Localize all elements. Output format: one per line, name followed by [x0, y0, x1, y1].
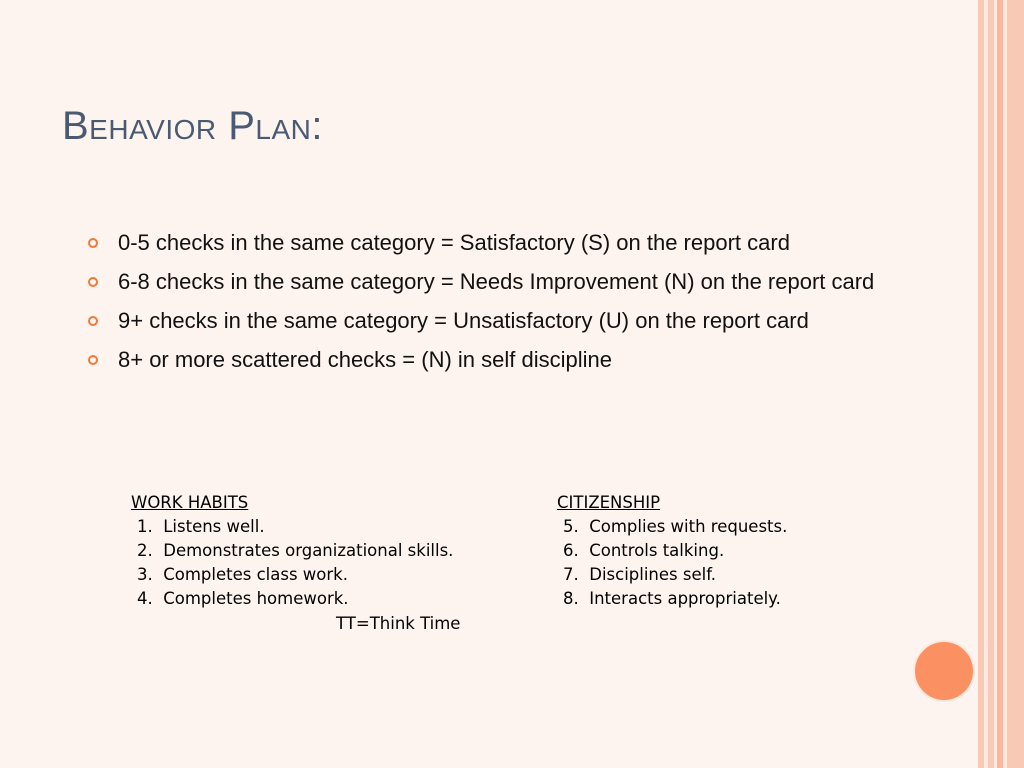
edge-stripe — [1007, 0, 1024, 768]
citizenship-item: 8. Interacts appropriately. — [563, 589, 781, 608]
bullet-circle-icon — [88, 238, 98, 248]
citizenship-item: 7. Disciplines self. — [563, 565, 717, 584]
citizenship-item: 6. Controls talking. — [563, 541, 725, 560]
work-habits-section — [131, 491, 453, 611]
bullet-circle-icon — [88, 277, 98, 287]
citizenship-heading: CITIZENSHIP — [557, 493, 661, 512]
bullet-circle-icon — [88, 316, 98, 326]
bullet-item — [88, 228, 948, 258]
work-habits-item: 2. Demonstrates organizational skills. — [137, 541, 454, 560]
citizenship-item: 5. Complies with requests. — [563, 517, 788, 536]
bullet-item — [88, 306, 948, 336]
work-habits-heading: WORK HABITS — [131, 493, 249, 512]
bullet-item — [88, 345, 948, 375]
think-time-note: TT=Think Time — [336, 614, 461, 633]
work-habits-item: 4. Completes homework. — [137, 589, 349, 608]
citizenship-section — [557, 491, 787, 611]
decorative-circle — [913, 640, 975, 702]
bullet-list — [88, 228, 948, 384]
work-habits-item: 1. Listens well. — [137, 517, 265, 536]
bullet-circle-icon — [88, 355, 98, 365]
work-habits-item: 3. Completes class work. — [137, 565, 348, 584]
bullet-text: 0-5 checks in the same category = Satisfactory (S) on the report card — [118, 230, 790, 255]
bullet-text: 9+ checks in the same category = Unsatisfactory (U) on the report card — [118, 308, 809, 333]
slide-title: Behavior Plan: — [62, 104, 324, 148]
bullet-item — [88, 267, 948, 297]
bullet-text: 8+ or more scattered checks = (N) in self discipline — [118, 347, 612, 372]
bullet-text: 6-8 checks in the same category = Needs Improvement (N) on the report card — [118, 269, 875, 294]
